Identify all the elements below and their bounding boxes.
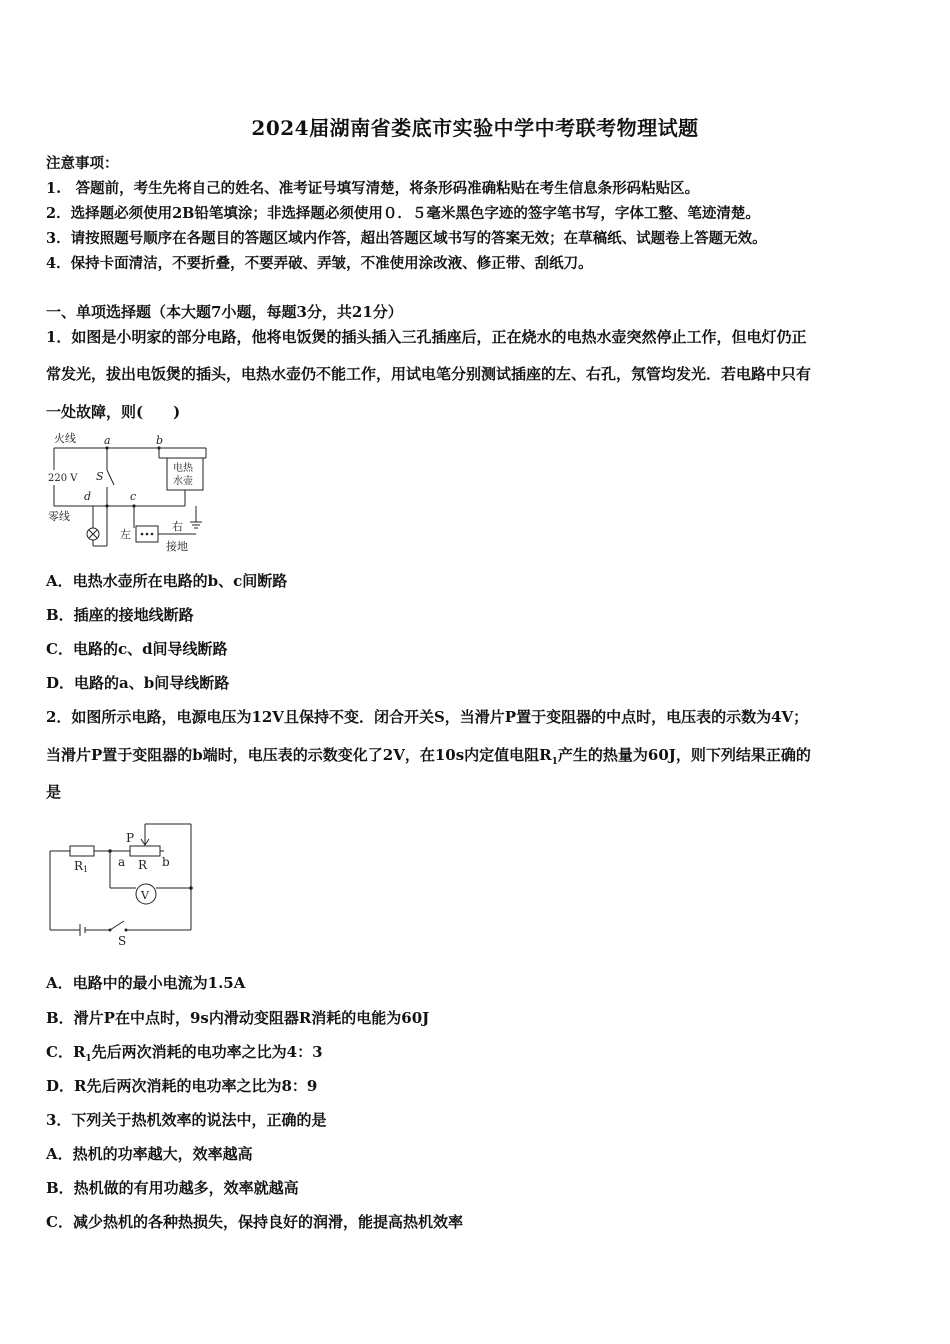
q2-option-c-sub: 1 xyxy=(85,1054,92,1064)
q1-circuit-figure xyxy=(46,430,216,560)
q2-stem-line-3: 是 xyxy=(46,783,62,801)
notice-item-2: 2．选择题必须使用2B铅笔填涂；非选择题必须使用０．５毫米黑色字迹的签字笔书写，字体工整、笔迹清楚。 xyxy=(46,205,760,222)
fig1-left-label: 左 xyxy=(120,528,131,541)
fig1-switch-s: S xyxy=(96,470,104,483)
q1-option-d: D．电路的a、b间导线断路 xyxy=(46,674,230,692)
fig2-voltmeter-v: V xyxy=(141,889,149,902)
fig2-r1-label xyxy=(74,859,88,874)
q2-option-c-pre: C．R xyxy=(46,1043,86,1061)
fig2-r-label: R xyxy=(138,858,148,872)
fig1-point-b: b xyxy=(156,434,164,447)
q2-option-d: D．R先后两次消耗的电功率之比为8：9 xyxy=(46,1077,318,1095)
q2-stem-line-2-sub: 1 xyxy=(551,757,558,767)
notice-heading: 注意事项： xyxy=(46,155,119,172)
q2-stem-line-2-pre: 当滑片P置于变阻器的b端时，电压表的示数变化了2V，在10s内定值电阻R xyxy=(46,746,552,764)
q2-option-c-post: 先后两次消耗的电功率之比为4：3 xyxy=(91,1043,323,1061)
fig2-slider-p: P xyxy=(126,831,135,845)
fig1-ground-label: 接地 xyxy=(166,540,188,553)
exam-title: 2024届湖南省娄底市实验中学中考联考物理试题 xyxy=(251,116,699,140)
fig1-neutral-label: 零线 xyxy=(48,510,70,523)
fig1-kettle-line2: 水壶 xyxy=(173,476,193,487)
q2-stem-line-1: 2．如图所示电路，电源电压为12V且保持不变．闭合开关S，当滑片P置于变阻器的中点时，电压表的示数为4V； xyxy=(46,708,809,726)
q1-stem-line-3: 一处故障，则( ) xyxy=(46,403,181,421)
q1-option-b: B．插座的接地线断路 xyxy=(46,606,194,624)
fig1-point-a: a xyxy=(104,434,111,447)
q2-option-a: A．电路中的最小电流为1.5A xyxy=(46,974,246,992)
notice-item-3: 3．请按照题号顺序在各题目的答题区域内作答，超出答题区域书写的答案无效；在草稿纸、试题卷上答题无效。 xyxy=(46,230,767,247)
q3-option-c: C．减少热机的各种热损失，保持良好的润滑，能提高热机效率 xyxy=(46,1213,463,1231)
q3-stem: 3．下列关于热机效率的说法中，正确的是 xyxy=(46,1111,327,1129)
q3-option-a: A．热机的功率越大，效率越高 xyxy=(46,1145,253,1163)
notice-item-4: 4．保持卡面清洁，不要折叠，不要弄破、弄皱，不准使用涂改液、修正带、刮纸刀。 xyxy=(46,255,593,272)
q2-option-b: B．滑片P在中点时，9s内滑动变阻器R消耗的电能为60J xyxy=(46,1009,430,1027)
notice-item-1: 1. 答题前，考生先将自己的姓名、准考证号填写清楚，将条形码准确粘贴在考生信息条形码粘贴区。 xyxy=(46,180,700,197)
fig1-point-d: d xyxy=(84,490,92,503)
fig1-kettle-line1: 电热 xyxy=(173,463,193,474)
fig2-end-a: a xyxy=(118,855,126,869)
fig1-voltage-label: 220 V xyxy=(48,473,78,484)
q2-stem-line-2-post: 产生的热量为60J，则下列结果正确的 xyxy=(557,746,811,764)
q1-option-a: A．电热水壶所在电路的b、c间断路 xyxy=(46,572,288,590)
q2-stem-line-2 xyxy=(46,744,811,767)
fig1-live-label: 火线 xyxy=(54,432,76,445)
q2-circuit-figure xyxy=(44,818,204,953)
q2-option-c xyxy=(46,1041,323,1064)
q1-option-c: C．电路的c、d间导线断路 xyxy=(46,640,228,658)
section-heading: 一、单项选择题（本大题7小题，每题3分，共21分） xyxy=(46,303,403,321)
fig2-switch-s: S xyxy=(118,934,127,948)
q3-option-b: B．热机做的有用功越多，效率就越高 xyxy=(46,1179,299,1197)
fig1-point-c: c xyxy=(130,490,137,503)
q1-stem-line-2: 常发光，拔出电饭煲的插头，电热水壶仍不能工作，用试电笔分别测试插座的左、右孔，氖管均发光．若电路中只有 xyxy=(46,365,812,383)
fig2-end-b: b xyxy=(162,855,170,869)
fig2-r1-sub: 1 xyxy=(83,865,89,874)
fig1-right-label: 右 xyxy=(172,520,183,533)
fig2-r1-main: R xyxy=(74,859,84,873)
q1-stem-line-1: 1．如图是小明家的部分电路，他将电饭煲的插头插入三孔插座后，正在烧水的电热水壶突然停止工作，但电灯仍正 xyxy=(46,328,807,346)
